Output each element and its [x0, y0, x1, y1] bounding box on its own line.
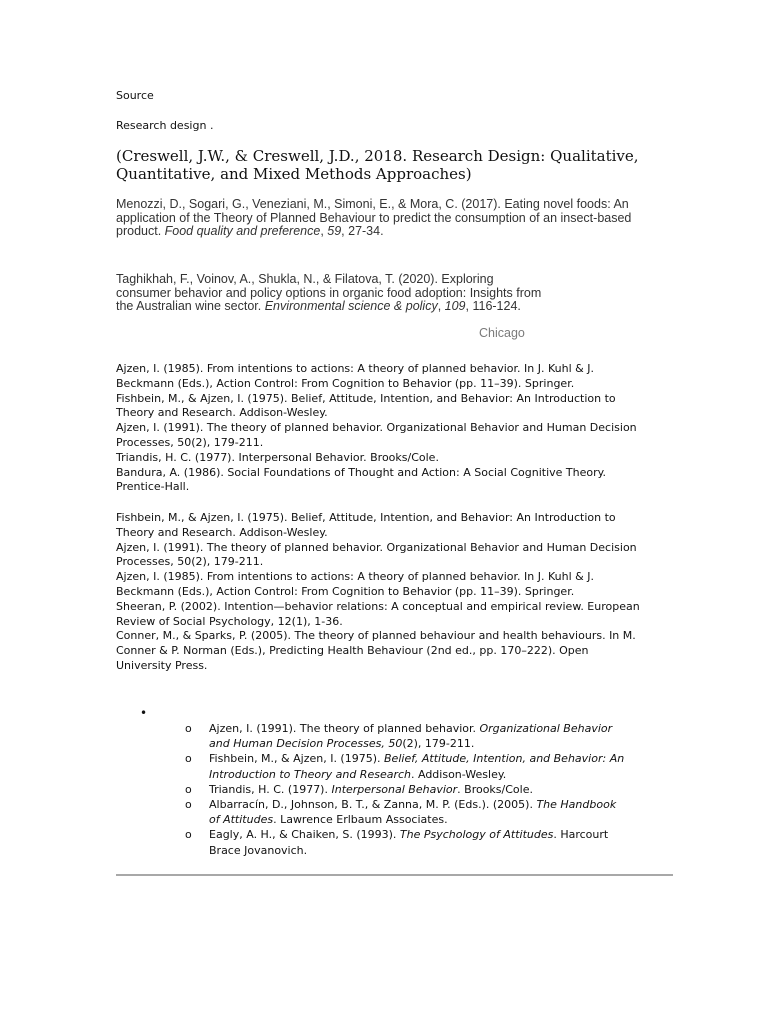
- sub-reference-text: Fishbein, M., & Ajzen, I. (1975).: [209, 752, 385, 766]
- sub-reference-item: [185, 827, 625, 857]
- taghikhah-text: the Australian wine sector.: [116, 299, 265, 313]
- taghikhah-separator: ,: [437, 299, 445, 313]
- bullet-marker: •: [140, 706, 148, 720]
- taghikhah-pages: , 116-124.: [465, 299, 521, 313]
- source-label: Source: [116, 89, 154, 102]
- sub-reference-text: Triandis, H. C. (1977).: [209, 782, 332, 796]
- sub-reference-tail: . Harcourt Brace Jovanovich.: [209, 828, 609, 857]
- taghikhah-journal: Environmental science & policy: [264, 299, 438, 313]
- reference-item: Ajzen, I. (1985). From intentions to actions: A theory of planned behavior. In J. Kuhl & J. Beckmann (Eds.), Action Control: From Cognition to Behavior (pp. 11–39). Springer.: [116, 570, 594, 598]
- sub-bullet-marker: o: [185, 752, 192, 766]
- sub-bullet-marker: o: [185, 782, 192, 796]
- reference-item: Conner, M., & Sparks, P. (2005). The theory of planned behaviour and health behaviours. In M. Conner & P. Norman (Eds.), Predicting Health Behaviour (2nd ed., pp. 170–222). Open University Press.: [116, 629, 636, 672]
- sub-reference-item: [185, 782, 625, 797]
- reference-item: Fishbein, M., & Ajzen, I. (1975). Belief, Attitude, Intention, and Behavior: An Introduction to Theory and Research. Addison-Wesley.: [116, 391, 616, 420]
- sub-reference-tail: . Addison-Wesley.: [411, 767, 507, 781]
- sub-reference-list: [185, 721, 625, 858]
- sub-bullet-marker: o: [185, 798, 192, 812]
- sub-reference-text: Ajzen, I. (1991). The theory of planned behavior.: [209, 722, 480, 735]
- research-design-label: Research design .: [116, 119, 214, 132]
- taghikhah-line-2: consumer behavior and policy options in organic food adoption: Insights from: [116, 285, 542, 300]
- sub-bullet-marker: o: [185, 722, 192, 735]
- menozzi-reference: [116, 198, 636, 239]
- sub-reference-title: Belief, Attitude, Intention, and Behavior: An Introduction to Theory and Research: [209, 752, 625, 781]
- reference-item: Ajzen, I. (1985). From intentions to actions: A theory of planned behavior. In J. Kuhl & J. Beckmann (Eds.), Action Control: From Cognition to Behavior (pp. 11–39). Springer.: [116, 362, 594, 390]
- sub-reference-item: [185, 797, 625, 827]
- sub-reference-title: The Psychology of Attitudes: [399, 828, 554, 842]
- reference-item: Triandis, H. C. (1977). Interpersonal Behavior. Brooks/Cole.: [116, 450, 439, 464]
- references-group-2: [116, 511, 646, 674]
- sub-bullet-marker: o: [185, 828, 192, 842]
- sub-reference-text: Albarracín, D., Johnson, B. T., & Zanna, M. P. (Eds.). (2005).: [209, 798, 537, 812]
- sub-reference-item: [185, 721, 625, 751]
- menozzi-text: Menozzi, D., Sogari, G., Veneziani, M., Simoni, E., & Mora, C. (2017). Eating novel foods: An application of the Theory of Planned Behaviour to predict the consumption of an insect-based product.: [116, 197, 632, 238]
- chicago-label: Chicago: [479, 326, 525, 340]
- sub-reference-tail: (2), 179-211.: [402, 737, 475, 751]
- sub-reference-title: The Handbook of Attitudes: [209, 798, 617, 827]
- references-group-1: [116, 362, 646, 495]
- reference-item: Ajzen, I. (1991). The theory of planned behavior. Organizational Behavior and Human Decision Processes, 50(2), 179-211.: [116, 421, 637, 449]
- taghikhah-volume: 109: [444, 299, 466, 313]
- taghikhah-line-1: Taghikhah, F., Voinov, A., Shukla, N., & Filatova, T. (2020). Exploring: [116, 272, 494, 286]
- sub-reference-title: Organizational Behavior and Human Decision Processes, 50: [209, 722, 613, 751]
- sub-reference-title: Interpersonal Behavior: [331, 782, 458, 796]
- reference-item: Ajzen, I. (1991). The theory of planned behavior. Organizational Behavior and Human Decision Processes, 50(2), 179-211.: [116, 540, 637, 569]
- horizontal-rule: [116, 874, 673, 876]
- creswell-citation: (Creswell, J.W., & Creswell, J.D., 2018. Research Design: Qualitative, Quantitative, and Mixed Methods Approaches): [116, 147, 639, 183]
- reference-item: Fishbein, M., & Ajzen, I. (1975). Belief, Attitude, Intention, and Behavior: An Introduction to Theory and Research. Addison-Wesley.: [116, 511, 616, 539]
- menozzi-separator: ,: [320, 224, 328, 238]
- taghikhah-line-3: [116, 300, 676, 314]
- sub-reference-text: Eagly, A. H., & Chaiken, S. (1993).: [209, 828, 400, 842]
- reference-item: Sheeran, P. (2002). Intention—behavior relations: A conceptual and empirical review. European Review of Social Psychology, 12(1), 1-36.: [116, 599, 640, 628]
- taghikhah-reference: [116, 273, 676, 314]
- menozzi-volume: 59: [327, 224, 342, 238]
- sub-reference-item: [185, 751, 625, 781]
- menozzi-pages: , 27-34.: [341, 224, 384, 238]
- sub-reference-tail: . Lawrence Erlbaum Associates.: [273, 813, 448, 827]
- reference-item: Bandura, A. (1986). Social Foundations of Thought and Action: A Social Cognitive Theory. Prentice-Hall.: [116, 465, 607, 494]
- sub-reference-tail: . Brooks/Cole.: [457, 782, 533, 796]
- menozzi-journal: Food quality and preference: [164, 224, 321, 238]
